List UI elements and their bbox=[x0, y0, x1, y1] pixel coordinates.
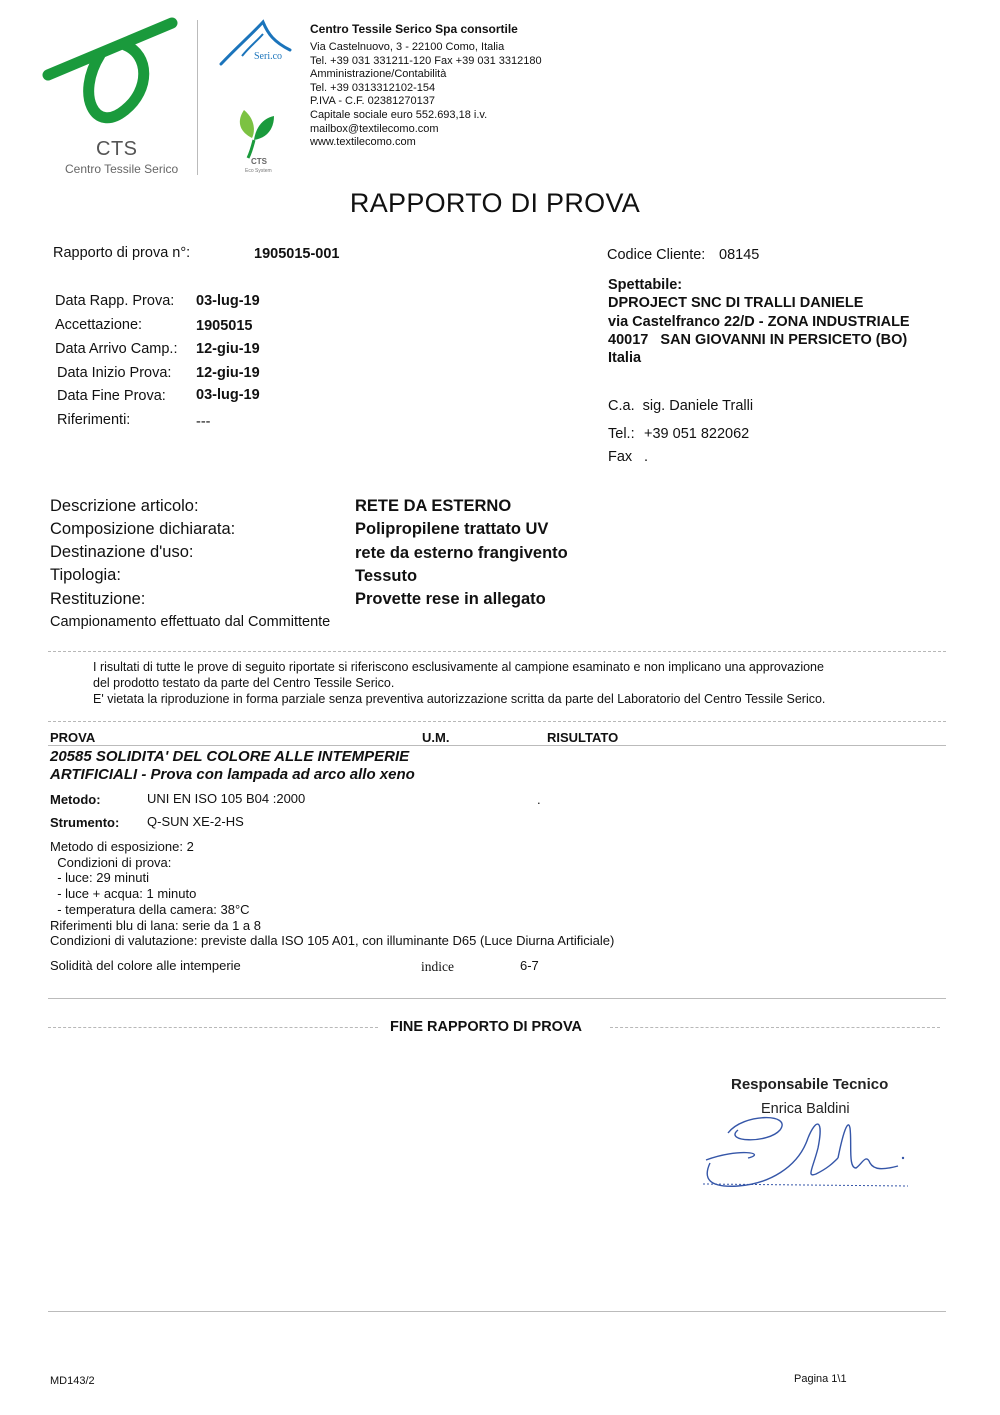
sampling-note: Campionamento effettuato dal Committente bbox=[50, 614, 331, 630]
field-value: 12-giu-19 bbox=[196, 365, 260, 381]
field-label: Data Arrivo Camp.: bbox=[55, 341, 178, 357]
capital-line: Capitale sociale euro 552.693,18 i.v. bbox=[310, 108, 488, 121]
result-label: Solidità del colore alle intemperie bbox=[50, 958, 241, 973]
eco-logo-subtitle: Eco System bbox=[245, 168, 272, 174]
article-value: Polipropilene trattato UV bbox=[355, 520, 549, 538]
field-label: Data Inizio Prova: bbox=[57, 365, 172, 381]
condition-line: - temperatura della camera: 38°C bbox=[50, 901, 250, 917]
client-code-label: Codice Cliente: bbox=[607, 247, 706, 263]
disclaimer bbox=[93, 659, 825, 707]
article-label: Tipologia: bbox=[50, 566, 121, 584]
condition-line: Riferimenti blu di lana: serie da 1 a 8 bbox=[50, 917, 262, 933]
page-number: Pagina 1\1 bbox=[794, 1373, 847, 1385]
instrument-value: Q-SUN XE-2-HS bbox=[147, 814, 244, 829]
eco-system-logo bbox=[226, 100, 286, 160]
method-label: Metodo: bbox=[50, 792, 101, 807]
recipient-attn: C.a. sig. Daniele Tralli bbox=[608, 398, 754, 414]
instrument-label: Strumento: bbox=[50, 815, 120, 830]
table-bottom-rule bbox=[48, 998, 946, 999]
end-of-report: FINE RAPPORTO DI PROVA bbox=[390, 1019, 583, 1035]
article-label: Destinazione d'uso: bbox=[50, 543, 194, 561]
phone-line: Tel. +39 031 331211-120 Fax +39 031 3312180 bbox=[310, 54, 542, 67]
recipient-fax-label: Fax bbox=[608, 449, 633, 465]
divider bbox=[48, 651, 946, 652]
field-label: Riferimenti: bbox=[57, 412, 131, 428]
handwritten-signature bbox=[698, 1108, 913, 1193]
article-value: RETE DA ESTERNO bbox=[355, 497, 512, 515]
address-line: Via Castelnuovo, 3 - 22100 Como, Italia bbox=[310, 41, 505, 53]
cts-logo-subtitle: Centro Tessile Serico bbox=[65, 162, 179, 176]
footer-rule bbox=[48, 1311, 946, 1312]
divider bbox=[48, 1027, 378, 1028]
cts-logo-text: CTS bbox=[96, 138, 138, 160]
field-value: 03-lug-19 bbox=[196, 387, 260, 403]
test-title bbox=[50, 748, 415, 784]
email-link[interactable]: mailbox@textilecomo.com bbox=[310, 122, 439, 135]
method-result: . bbox=[537, 792, 541, 807]
condition-line: Metodo di esposizione: 2 bbox=[50, 839, 194, 854]
recipient-salutation: Spettabile: bbox=[608, 277, 683, 293]
result-unit: indice bbox=[421, 959, 454, 974]
column-header-um: U.M. bbox=[422, 730, 450, 745]
test-title-line: ARTIFICIALI - Prova con lampada ad arco allo xeno bbox=[50, 766, 415, 783]
website-link[interactable]: www.textilecomo.com bbox=[310, 136, 416, 149]
field-label: Data Fine Prova: bbox=[57, 388, 166, 404]
condition-line: Condizioni di valutazione: previste dalla ISO 105 A01, con illuminante D65 (Luce Diurna Artificiale) bbox=[50, 933, 615, 949]
condition-line: - luce: 29 minuti bbox=[50, 870, 149, 886]
article-value: Tessuto bbox=[355, 567, 418, 585]
recipient-line: DPROJECT SNC DI TRALLI DANIELE bbox=[608, 295, 864, 311]
column-header-prova: PROVA bbox=[50, 730, 96, 745]
company-name: Centro Tessile Serico Spa consortile bbox=[310, 22, 518, 36]
divider bbox=[48, 721, 946, 722]
article-value: rete da esterno frangivento bbox=[355, 544, 568, 562]
field-value: 1905015 bbox=[196, 318, 253, 334]
disclaimer-line: del prodotto testato da parte del Centro Tessile Serico. bbox=[93, 676, 395, 690]
column-header-risultato: RISULTATO bbox=[547, 730, 619, 745]
signature-role: Responsabile Tecnico bbox=[731, 1076, 889, 1093]
signature-name: Enrica Baldini bbox=[761, 1101, 850, 1117]
vat-line: P.IVA - C.F. 02381270137 bbox=[310, 95, 435, 108]
field-label: Data Rapp. Prova: bbox=[55, 293, 175, 309]
result-value: 6-7 bbox=[520, 958, 539, 973]
article-value: Provette rese in allegato bbox=[355, 590, 546, 608]
client-code: 08145 bbox=[719, 247, 760, 263]
company-contact-block bbox=[310, 41, 542, 150]
article-label: Composizione dichiarata: bbox=[50, 520, 236, 538]
report-number-label: Rapporto di prova n°: bbox=[53, 245, 191, 261]
field-value: 12-giu-19 bbox=[196, 341, 260, 357]
test-conditions bbox=[50, 839, 614, 949]
field-value: --- bbox=[196, 414, 211, 430]
field-value: 03-lug-19 bbox=[196, 293, 260, 309]
condition-line: Condizioni di prova: bbox=[50, 854, 172, 870]
method-value: UNI EN ISO 105 B04 :2000 bbox=[147, 791, 306, 806]
recipient-line: 40017 SAN GIOVANNI IN PERSICETO (BO) bbox=[608, 332, 908, 348]
field-label: Accettazione: bbox=[55, 317, 143, 333]
serico-logo-text: Seri.co bbox=[254, 51, 283, 62]
test-title-line: 20585 SOLIDITA' DEL COLORE ALLE INTEMPERIE bbox=[50, 748, 410, 765]
logo-divider bbox=[197, 20, 198, 175]
eco-logo-text: CTS bbox=[251, 157, 267, 166]
recipient-line: Italia bbox=[608, 350, 642, 366]
recipient-tel: +39 051 822062 bbox=[644, 426, 750, 442]
recipient-tel-label: Tel.: bbox=[608, 426, 635, 442]
condition-line: - luce + acqua: 1 minuto bbox=[50, 886, 197, 902]
form-code: MD143/2 bbox=[50, 1375, 95, 1387]
admin-phone-line: Tel. +39 0313312102-154 bbox=[310, 81, 436, 94]
recipient-fax: . bbox=[644, 449, 649, 465]
article-label: Restituzione: bbox=[50, 590, 146, 608]
divider bbox=[610, 1027, 940, 1028]
recipient-line: via Castelfranco 22/D - ZONA INDUSTRIALE bbox=[608, 314, 910, 330]
page-title: RAPPORTO DI PROVA bbox=[349, 188, 641, 218]
report-number: 1905015-001 bbox=[254, 246, 340, 262]
disclaimer-line: E' vietata la riproduzione in forma parziale senza preventiva autorizzazione scritta da parte del Laboratorio del Centro Tessile Serico. bbox=[93, 692, 826, 706]
disclaimer-line: I risultati di tutte le prove di seguito riportate si riferiscono esclusivamente al campione esaminato e non implicano una approvazione bbox=[93, 660, 824, 674]
admin-line: Amministrazione/Contabilità bbox=[310, 68, 447, 81]
article-label: Descrizione articolo: bbox=[50, 497, 199, 515]
table-header-rule bbox=[48, 745, 946, 746]
